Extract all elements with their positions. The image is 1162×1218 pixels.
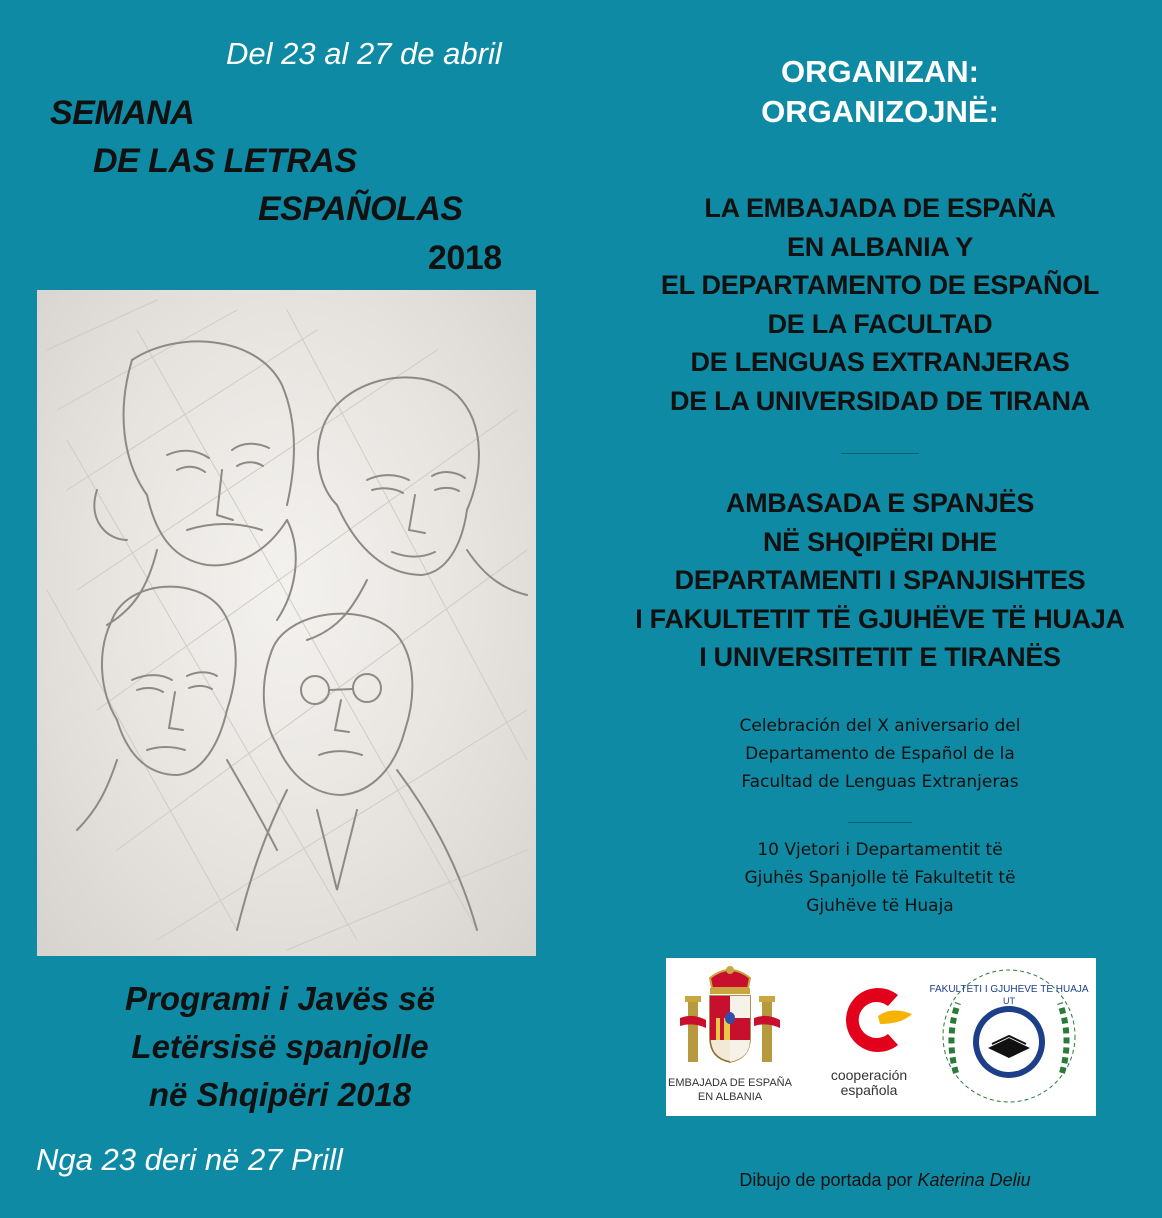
celebration-es-line: Departamento de Español de la — [745, 744, 1015, 764]
date-spanish: Del 23 al 27 de abril — [226, 36, 502, 71]
date-albanian: Nga 23 deri në 27 Prill — [36, 1142, 343, 1177]
celebration-sq-line: Gjuhës Spanjolle të Fakultetit të — [744, 868, 1016, 888]
credit-prefix: Dibujo de portada por — [739, 1170, 918, 1190]
title-year: 2018 — [428, 239, 502, 277]
celebration-es-line: Celebración del X aniversario del — [739, 716, 1021, 736]
org-es-line: DE LA FACULTAD — [767, 308, 993, 339]
organizers-heading — [620, 52, 1140, 132]
org-sq-line: NË SHQIPËRI DHE — [762, 526, 998, 557]
embassy-logo-text-2: EN ALBANIA — [697, 1091, 763, 1103]
credit-author: Katerina Deliu — [917, 1170, 1031, 1190]
programme-line-2: Letërsisë spanjolle — [131, 1028, 429, 1065]
cover-drawing — [37, 290, 536, 956]
programme-line-1: Programi i Javës së — [124, 980, 436, 1017]
cooperacion-text-1: cooperación — [830, 1067, 908, 1083]
divider-1 — [620, 453, 1140, 454]
org-es-line: EL DEPARTAMENTO DE ESPAÑOL — [660, 270, 1100, 300]
spain-coat-of-arms-icon — [680, 966, 780, 1062]
organizers-spanish — [620, 189, 1140, 420]
org-es-line: LA EMBAJADA DE ESPAÑA — [704, 193, 1056, 223]
cooperacion-logo-icon — [846, 988, 912, 1052]
faculty-ring-text: FAKULTETI I GJUHEVE TE HUAJA — [929, 984, 1089, 995]
org-sq-line: AMBASADA E SPANJËS — [725, 488, 1035, 518]
title-line-1: SEMANA — [50, 94, 195, 132]
partner-logos — [666, 958, 1096, 1116]
celebration-spanish — [620, 712, 1140, 796]
celebration-es-line: Facultad de Lenguas Extranjeras — [741, 772, 1019, 792]
pencil-portraits-illustration — [37, 290, 536, 956]
title-line-3: ESPAÑOLAS — [258, 190, 463, 228]
cooperacion-text-2: española — [840, 1082, 898, 1098]
cover-credit — [620, 1170, 1150, 1191]
organizers-heading-es: ORGANIZAN: — [780, 54, 980, 89]
org-es-line: DE LA UNIVERSIDAD DE TIRANA — [670, 385, 1090, 416]
org-sq-line: I FAKULTETIT TË GJUHËVE TË HUAJA — [635, 603, 1125, 634]
org-es-line: DE LENGUAS EXTRANJERAS — [690, 347, 1070, 377]
organizers-albanian — [620, 484, 1140, 677]
organizers-heading-sq: ORGANIZOJNË: — [761, 94, 999, 129]
title-line-2: DE LAS LETRAS — [93, 142, 357, 180]
logos-strip — [666, 958, 1096, 1116]
faculty-ut-text: UT — [1003, 996, 1015, 1006]
divider-2 — [620, 822, 1140, 823]
org-sq-line: I UNIVERSITETIT E TIRANËS — [699, 642, 1061, 672]
celebration-albanian — [620, 836, 1140, 920]
embassy-logo-text-1: EMBAJADA DE ESPAÑA — [668, 1077, 792, 1089]
programme-line-3: në Shqipëri 2018 — [148, 1076, 412, 1113]
org-es-line: EN ALBANIA Y — [787, 231, 973, 262]
celebration-sq-line: Gjuhëve të Huaja — [806, 896, 954, 916]
celebration-sq-line: 10 Vjetori i Departamentit të — [757, 840, 1003, 860]
org-sq-line: DEPARTAMENTI I SPANJISHTES — [674, 565, 1086, 595]
